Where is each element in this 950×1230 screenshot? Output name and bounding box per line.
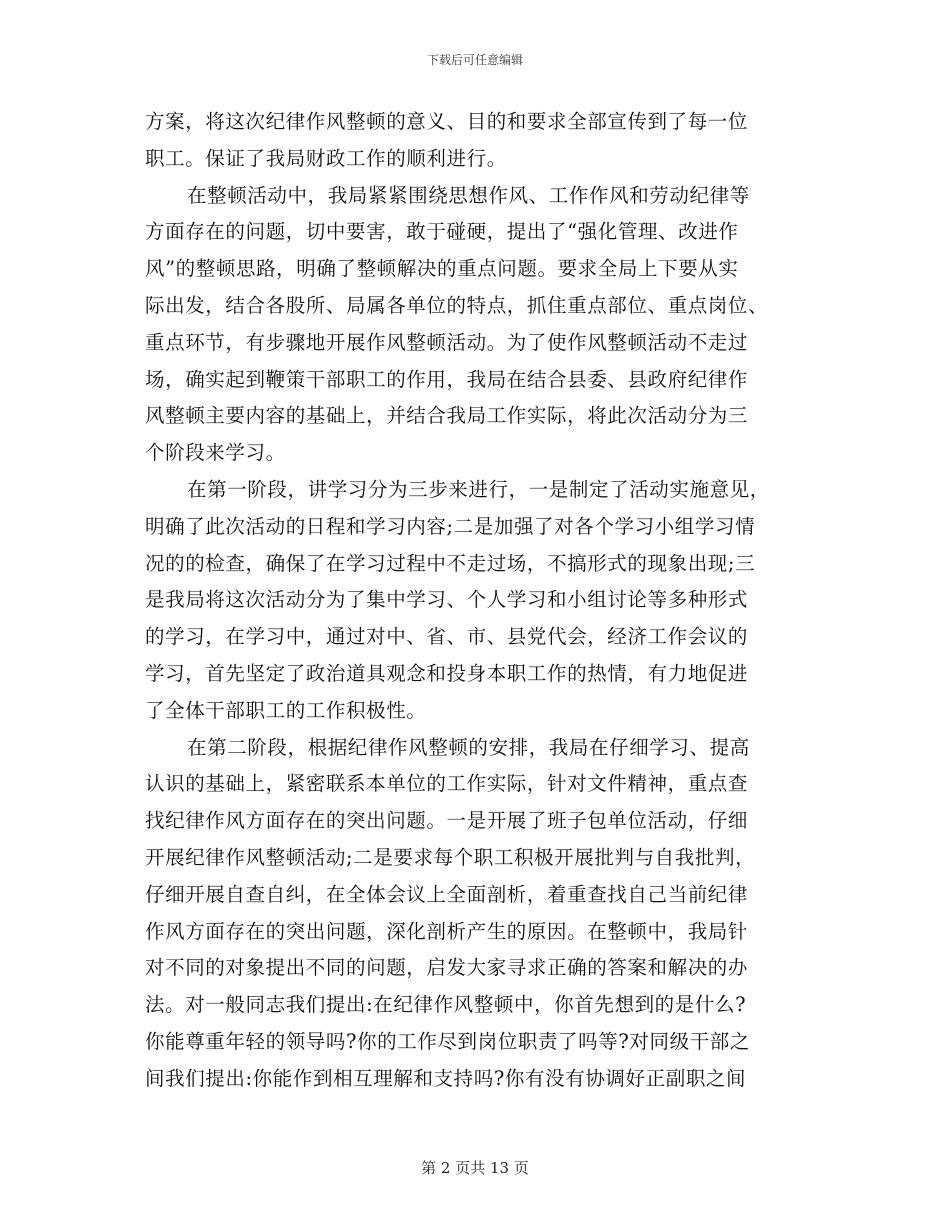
text-line: 个阶段来学习。 (145, 441, 286, 465)
text-line: 对不同的对象提出不同的问题，启发大家寻求正确的答案和解决的办 (145, 956, 749, 980)
text-line: 认识的基础上，紧密联系本单位的工作实际，针对文件精神，重点查 (145, 772, 749, 796)
text-line: 明确了此次活动的日程和学习内容;二是加强了对各个学习小组学习情 (145, 514, 756, 538)
text-line: 的学习，在学习中，通过对中、省、市、县党代会，经济工作会议的 (145, 625, 749, 649)
text-line: 际出发，结合各股所、局属各单位的特点，抓住重点部位、重点岗位、 (145, 293, 769, 317)
text-line: 场，确实起到鞭策干部职工的作用，我局在结合县委、县政府纪律作 (145, 367, 749, 391)
text-line: 了全体干部职工的工作积极性。 (145, 698, 427, 722)
text-line: 在整顿活动中，我局紧紧围绕思想作风、工作作风和劳动纪律等 (187, 183, 750, 207)
text-line: 方案，将这次纪律作风整顿的意义、目的和要求全部宣传到了每一位 (145, 110, 749, 133)
text-line: 学习，首先坚定了政治道具观念和投身本职工作的热情，有力地促进 (145, 661, 749, 685)
text-line: 你能尊重年轻的领导吗?你的工作尽到岗位职责了吗等?对同级干部之 (145, 1029, 751, 1053)
text-line: 风整顿主要内容的基础上，并结合我局工作实际，将此次活动分为三 (145, 404, 749, 428)
text-line: 作风方面存在的突出问题，深化剖析产生的原因。在整顿中，我局针 (145, 919, 749, 943)
page-footer: 第 2 页共 13 页 (421, 1159, 529, 1177)
text-line: 开展纪律作风整顿活动;二是要求每个职工积极开展批判与自我批判， (145, 845, 756, 869)
text-line: 仔细开展自查自纠，在全体会议上全面剖析，着重查找自己当前纪律 (145, 882, 749, 906)
text-line: 职工。保证了我局财政工作的顺利进行。 (145, 146, 507, 170)
document-body (145, 104, 805, 1098)
text-line: 法。对一般同志我们提出:在纪律作风整顿中，你首先想到的是什么? (145, 993, 747, 1017)
page-header: 下载后可任意编辑 (426, 53, 523, 67)
text-line: 间我们提出:你能作到相互理解和支持吗?你有没有协调好正副职之间 (145, 1066, 747, 1090)
text-line: 找纪律作风方面存在的突出问题。一是开展了班子包单位活动，仔细 (145, 809, 749, 833)
text-line: 在第一阶段，讲学习分为三步来进行，一是制定了活动实施意见， (187, 477, 770, 501)
text-line: 风”的整顿思路，明确了整顿解决的重点问题。要求全局上下要从实 (145, 257, 739, 281)
text-line: 重点环节，有步骤地开展作风整顿活动。为了使作风整顿活动不走过 (145, 330, 749, 354)
text-line: 在第二阶段，根据纪律作风整顿的安排，我局在仔细学习、提高 (187, 735, 750, 759)
text-line: 是我局将这次活动分为了集中学习、个人学习和小组讨论等多种形式 (145, 588, 749, 612)
text-line: 方面存在的问题，切中要害，敢于碰硬，提出了“强化管理、改进作 (145, 220, 739, 244)
text-line: 况的的检查，确保了在学习过程中不走过场，不搞形式的现象出现;三 (145, 551, 756, 575)
